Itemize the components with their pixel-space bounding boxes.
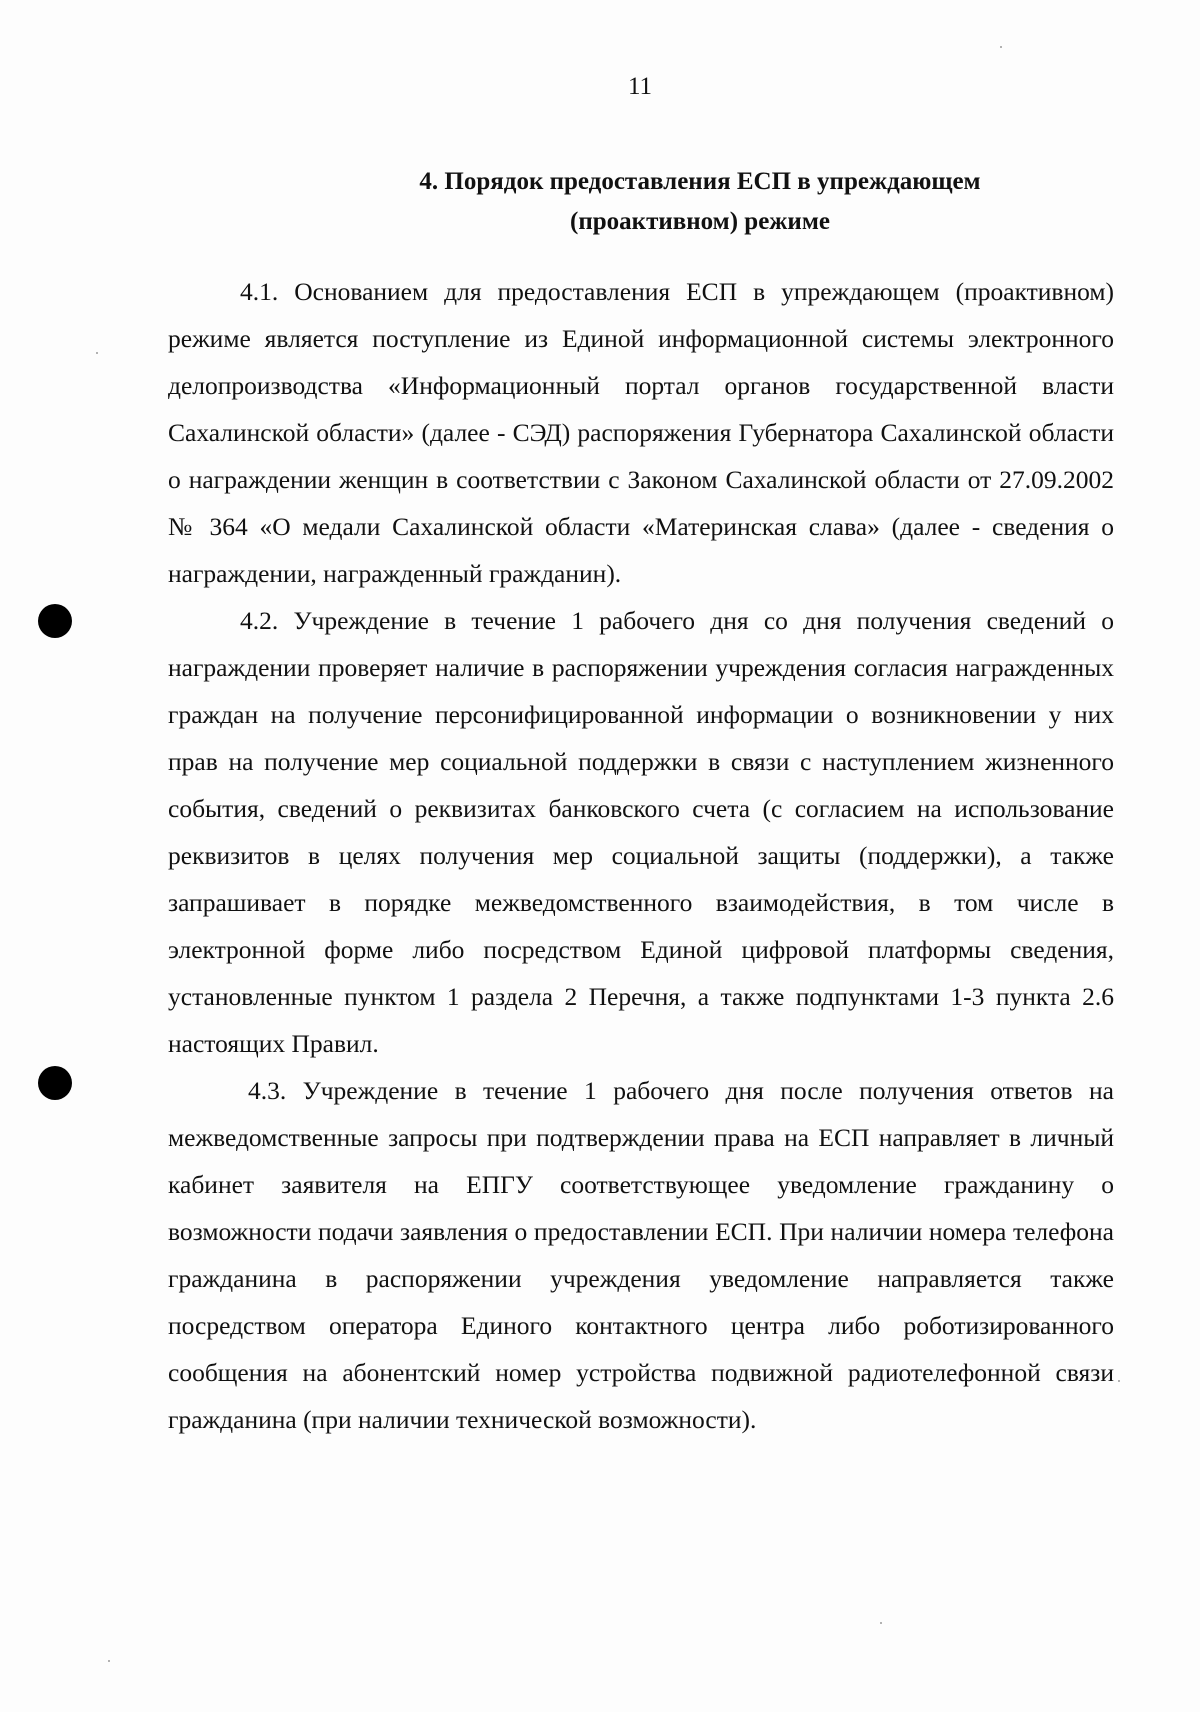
punch-hole-mark [38,1066,72,1100]
punch-hole-mark [38,604,72,638]
document-body [168,268,1114,1443]
scan-speck [880,1622,882,1624]
section-heading-line-2: (проактивном) режиме [570,208,830,235]
scan-speck [1000,46,1002,48]
section-heading [280,162,1120,242]
section-heading-line-1: 4. Порядок предоставления ЕСП в упреждающем [419,168,981,195]
paragraph-4-1: 4.1. Основанием для предоставления ЕСП в упреждающем (проактивном) режиме является поступление из Единой информационной системы электронного делопроизводства «Информационный портал органов государственной власти Сахалинской области» (далее - СЭД) распоряжения Губернатора Сахалинской области о награждении женщин в соответствии с Законом Сахалинской области от 27.09.2002 № 364 «О медали Сахалинской области «Материнская слава» (далее - сведения о награждении, награжденный гражданин). [168,277,1114,588]
scan-speck [1118,1380,1120,1382]
scan-speck [108,1660,110,1662]
paragraph-4-2: 4.2. Учреждение в течение 1 рабочего дня со дня получения сведений о награждении проверяет наличие в распоряжении учреждения согласия награжденных граждан на получение персонифицированной информации о возникновении у них прав на получение мер социальной поддержки в связи с наступлением жизненного события, сведений о реквизитах банковского счета (с согласием на использование реквизитов в целях получения мер социальной защиты (поддержки), а также запрашивает в порядке межведомственного взаимодействия, в том числе в электронной форме либо посредством Единой цифровой платформы сведения, установленные пунктом 1 раздела 2 Перечня, а также подпунктами 1-3 пункта 2.6 настоящих Правил. [168,606,1114,1058]
paragraph-4-3: 4.3. Учреждение в течение 1 рабочего дня после получения ответов на межведомственные запросы при подтверждении права на ЕСП направляет в личный кабинет заявителя на ЕПГУ соответствующее уведомление гражданину о возможности подачи заявления о предоставлении ЕСП. При наличии номера телефона гражданина в распоряжении учреждения уведомление направляется также посредством оператора Единого контактного центра либо роботизированного сообщения на абонентский номер устройства подвижной радиотелефонной связи гражданина (при наличии технической возможности). [168,1076,1114,1434]
page-number: 11 [627,73,653,100]
scan-speck [96,352,98,354]
